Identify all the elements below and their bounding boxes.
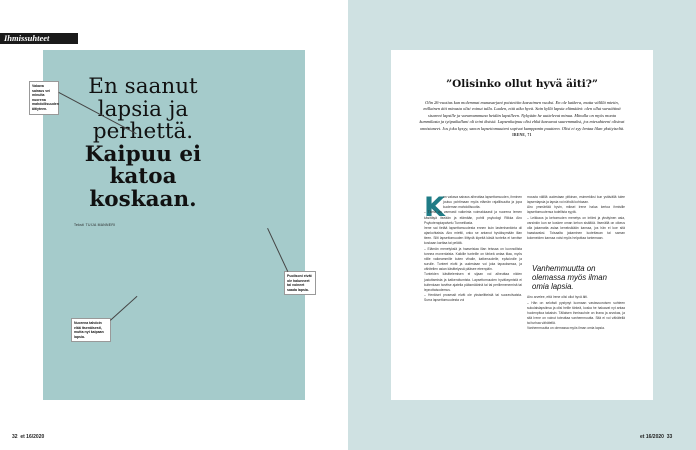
body-paragraph: mousta välillä uudestaan pitkinan, esimerkiksi kun ystävällä tulee lapsenlapsia ja lapsia voi nähdä kohtoaan. (527, 195, 625, 205)
body-paragraph: – Tämä on varmasti vaikeinta voimakkaasti ja nuorena lemen käsittäyä itseään ja elämään, pohtii psykologi Riikka Airo Psykoterapiapalvelu Tunnetilasta. (424, 210, 522, 225)
body-paragraph: – Elämän menetyksiä ja haaveisiaa illan teissaa on luonnollista tunnea monenlaista. Kaikille tunteille on tärkeä antaa tilaa, myös niille vaikeammille kuten vihalle, katkeruudelle, epäoivolle ja surulle. Tunteet eivät ja uudestaan voi joka tapauksessa, ja vähitellen asian käsittelyssä pääsee eteenpäin. (424, 246, 522, 272)
body-paragraph: Airo ymmärtää hyvin, miksei Irene halua kertoa ihmisille lapsettomuutensa todellista syytä. (527, 205, 625, 215)
headline-bold: Kaipuu ei katoa koskaan. (84, 141, 202, 212)
section-tag: Ihmissuhteet (0, 33, 78, 44)
pull-quote: Vanhemmuutta on olemassa myös ilman omia lapsia. (532, 264, 607, 291)
right-page-number: 33 (666, 434, 673, 440)
lead-author: IRENE, 71 (512, 133, 532, 138)
lead-text: Olin 26-vuotias kun molemmat munasarjani poistettiin kasvaimen vuoksi. En ole katkera, mutta välillä mietin, millainen äiti minusta olisi voinut tulla. Luulen, että aika hyvä. Sain kyllä lapsia elämääni: olen ollut varaäitinä sisareni lapsille ja varamummuna heidän lapsilleen. Nykyään he uuttelevat minua. Minulla on myös monta kummilasta ja työpaikallani oli teini iksisiä. Lapsenkaipuu olisi ehkä kasvanut suuremmaksi, jos miesuhteeni olisivat onnistuneet. Jos joku kysyy, sanon lapsettomuuteni sopivat kumppanin puutteen. Olisi ei syy lentaa lilan yksityiseltä. (419, 100, 625, 131)
body-paragraph: Tunteiden käsittelemisen ei sijaan voi alheuttaa niiden justuttamista ja katkeroitumista. Lapsettomuuden hyväksymistä ei kuitenkaan tarvitse ajatella pääsmäärinä tai tai perillemeneminä tai lepnottaisodemus. (424, 272, 522, 292)
drop-cap: K (424, 192, 445, 223)
body-paragraph: – Henkiset prosessit elvät ole yksiselitteistä tai suoraviivaista. Surra lapsettomuudesta voi (424, 292, 522, 303)
body-first-paragraph: un vakava sairaus alheuttaa lapsettomuuden, ihminen joutuu pohtimaan myös elämän rajalliisuutta ja jopa kuoleman mahdollisuutta. (443, 195, 522, 210)
right-page-footer (640, 434, 672, 440)
body-paragraph: – Leikkaus ja kehomuden menetys on intiimi ja yksityinen asia, varsinkin kun se koskee oman kehon sisältöä. Itsenällä on oikeus olla jakamatta asiaa keneksikään kanssa, jos hän ei koe sitä haastavaksi. Toisaalta jakaminen luotettavan tai saman kokeneiden kanssa voisi myös helpottaa tuntemaan. (527, 215, 625, 241)
photo-caption-3: Nuorena tahdoin elää itsenäisesti, mutta nyt kaipaan lapsia. (71, 318, 111, 342)
left-issue: et 16/2020 (20, 434, 45, 440)
lead-paragraph (419, 100, 625, 138)
body-paragraph: Vanhemmuutta on olemassa myös ilman omia lapsia. (527, 326, 605, 331)
photo-caption-1: Vakava sairaus vei minulta nuorena mahdollisuuden äitiyteen. (29, 81, 59, 115)
body-paragraph: – Hän on selvästi pystynyt luomaan vastavuoroisen suhteen sukulaislapsiinsa ja olisi heille tärkeä, koska he haluavat nyt antaa huolenpitoa takaisin. Tällaisen ihmissuhde on ihana ja arvokas, ja sitä Irene on voinut toteuttaa vanhemmuutta. Sitä ei voi vähätellä tai turhaa vähätellä. (527, 300, 625, 326)
headline (68, 76, 218, 211)
left-page-footer (12, 434, 44, 440)
photo-caption-2: Puolisoni eivät ole halunneet tai voineet saada lapsia. (284, 271, 316, 295)
byline: Teksti TUIJA MANNERI (74, 223, 116, 227)
body-paragraph: Airo arvelee, että Irene olisi ollut hyvä äiti. (527, 295, 588, 300)
right-issue: et 16/2020 (640, 434, 664, 440)
headline-light: En saanut lapsia ja perhettä. (88, 74, 198, 144)
article-title: ”Olisinko ollut hyvä äiti?” (446, 78, 598, 90)
body-column-1 (424, 192, 522, 303)
left-page-number: 32 (12, 434, 18, 440)
body-paragraph: Irene sai tietää lapsettomuudesta ennen kuin lastenhankinta oli ajankohtaista. Airo miettii, onko se antanut hyväksymään illan tieen. Silti lapsettomuuden liittyviä kipeitä käsiä tunteita ei tarvitse koskaan karttaa tai pelätä. (424, 225, 522, 246)
